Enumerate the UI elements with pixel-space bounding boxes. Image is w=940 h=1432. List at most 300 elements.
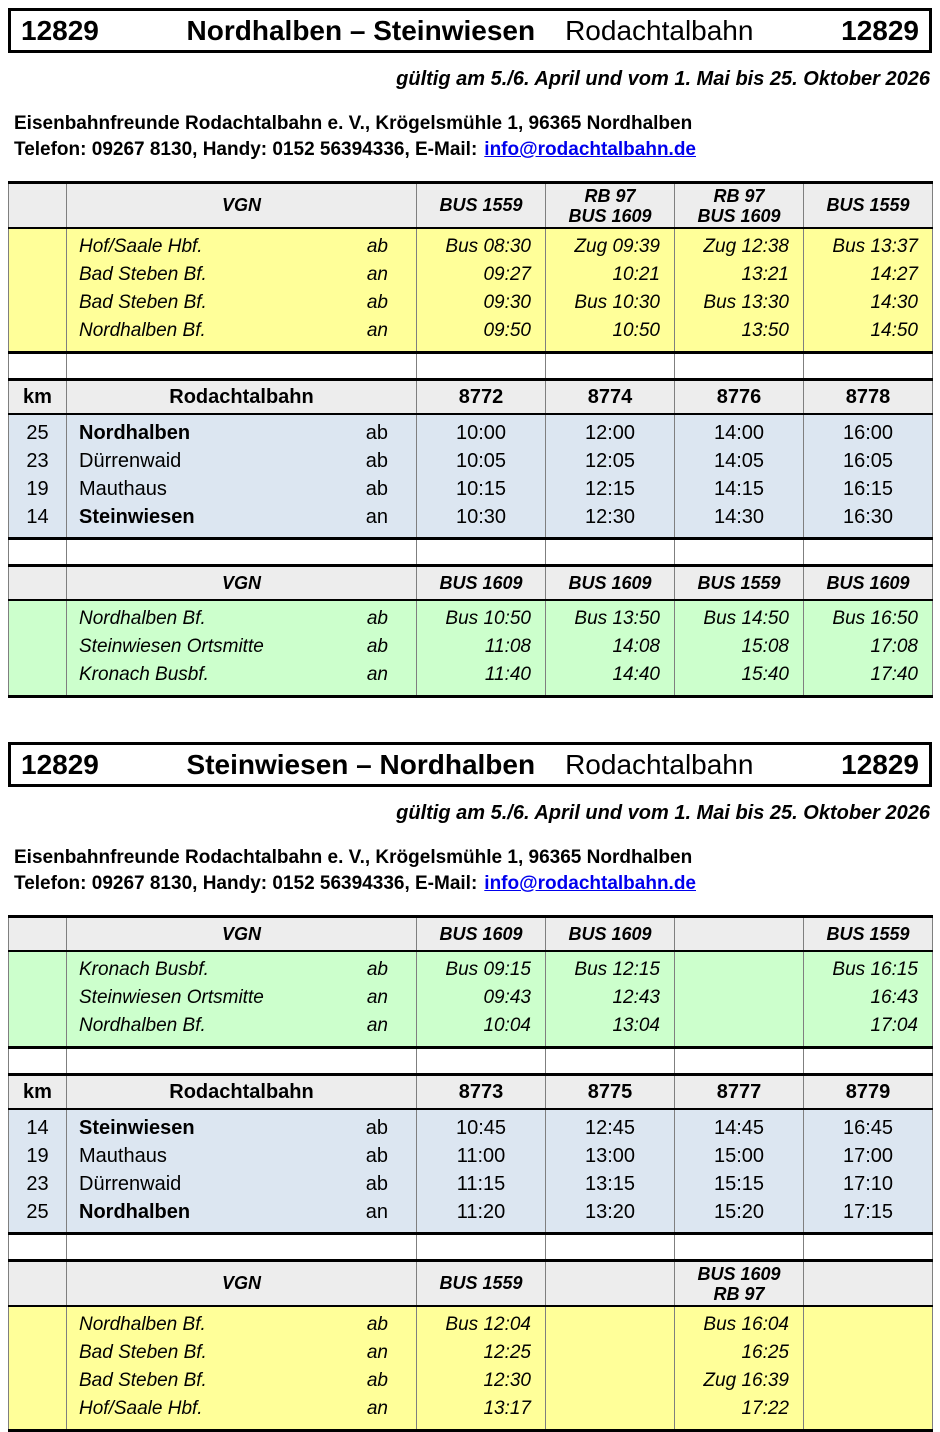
- spacer-cell: [417, 539, 546, 566]
- timetable-number-right: 12829: [841, 14, 919, 46]
- line-header-line1: RB 97: [584, 185, 636, 206]
- time-cell: 09:50: [417, 317, 546, 353]
- spacer-cell: [675, 353, 804, 380]
- feeder-bus-row: [9, 289, 933, 317]
- line-header-cell: BUS 1609: [804, 566, 933, 601]
- line-header-cell: BUS 1559: [675, 566, 804, 601]
- contact-address: Eisenbahnfreunde Rodachtalbahn e. V., Krögelsmühle 1, 96365 Nordhalben: [14, 847, 693, 868]
- spacer-cell: [67, 539, 417, 566]
- railway-name-header-cell: Rodachtalbahn: [67, 1075, 417, 1110]
- time-cell: 13:04: [546, 1012, 675, 1048]
- station-cell: [67, 414, 417, 447]
- time-cell: 16:00: [804, 414, 933, 447]
- network-header-cell: VGN: [67, 566, 417, 601]
- direction-label: ab: [365, 1172, 388, 1195]
- empty-header-cell: [9, 917, 67, 952]
- spacer-cell: [804, 539, 933, 566]
- spacer-cell: [804, 1048, 933, 1075]
- train-row: [9, 447, 933, 475]
- empty-header-cell: [9, 183, 67, 229]
- train-number-header: 8773: [417, 1075, 546, 1110]
- time-cell: 13:17: [417, 1395, 546, 1431]
- train-row: [9, 1198, 933, 1234]
- spacer-cell: [9, 353, 67, 380]
- time-cell: 14:15: [675, 475, 804, 503]
- time-cell: Bus 16:50: [804, 600, 933, 633]
- feeder-bus-row: [9, 317, 933, 353]
- time-cell: [675, 951, 804, 984]
- km-cell-empty: [9, 1012, 67, 1048]
- station-name: Nordhalben Bf.: [79, 1015, 206, 1036]
- railway-brand: Rodachtalbahn: [565, 14, 754, 46]
- train-number-header: 8774: [546, 380, 675, 415]
- time-cell: 13:21: [675, 261, 804, 289]
- station-cell: [67, 289, 417, 317]
- km-cell-empty: [9, 984, 67, 1012]
- time-cell: [546, 1306, 675, 1339]
- km-cell-empty: [9, 289, 67, 317]
- station-cell: [67, 1142, 417, 1170]
- time-cell: 11:00: [417, 1142, 546, 1170]
- km-cell: 19: [9, 1142, 67, 1170]
- railway-brand: Rodachtalbahn: [565, 748, 754, 780]
- train-header-row: [9, 380, 933, 415]
- station-cell: [67, 1367, 417, 1395]
- timetable-grid-return: [8, 915, 933, 1432]
- station-cell: [67, 1170, 417, 1198]
- time-cell: Bus 10:30: [546, 289, 675, 317]
- km-cell: 23: [9, 1170, 67, 1198]
- time-cell: 10:50: [546, 317, 675, 353]
- station-cell: [67, 475, 417, 503]
- time-cell: 17:22: [675, 1395, 804, 1431]
- time-cell: Bus 10:50: [417, 600, 546, 633]
- time-cell: 14:30: [804, 289, 933, 317]
- time-cell: 12:05: [546, 447, 675, 475]
- time-cell: Bus 16:04: [675, 1306, 804, 1339]
- station-cell: [67, 1109, 417, 1142]
- line-header-line1: RB 97: [713, 185, 765, 206]
- station-cell: [67, 447, 417, 475]
- line-header-line2: BUS 1609: [697, 205, 781, 226]
- email-link[interactable]: info@rodachtalbahn.de: [484, 873, 696, 894]
- time-cell: 10:04: [417, 1012, 546, 1048]
- station-name: Steinwiesen: [79, 1116, 195, 1139]
- direction-label: ab: [366, 1314, 388, 1335]
- station-cell: [67, 1395, 417, 1431]
- contact-address: Eisenbahnfreunde Rodachtalbahn e. V., Krögelsmühle 1, 96365 Nordhalben: [14, 113, 693, 134]
- time-cell: 14:08: [546, 633, 675, 661]
- time-cell: 15:08: [675, 633, 804, 661]
- direction-label: an: [366, 987, 388, 1008]
- time-cell: 13:50: [675, 317, 804, 353]
- direction-label: ab: [365, 1144, 388, 1167]
- km-cell-empty: [9, 228, 67, 261]
- station-cell: [67, 228, 417, 261]
- route-banner: [8, 8, 932, 53]
- time-cell: 17:40: [804, 661, 933, 697]
- time-cell: 14:40: [546, 661, 675, 697]
- line-header-cell: [675, 183, 804, 229]
- empty-header-cell: [9, 1261, 67, 1307]
- station-cell: [67, 1012, 417, 1048]
- direction-label: an: [366, 1015, 388, 1036]
- onward-bus-header-row: [9, 1261, 933, 1307]
- train-number-header: 8776: [675, 380, 804, 415]
- time-cell: Zug 12:38: [675, 228, 804, 261]
- direction-label: ab: [366, 959, 388, 980]
- station-name: Steinwiesen Ortsmitte: [79, 987, 264, 1008]
- time-cell: 10:30: [417, 503, 546, 539]
- time-cell: 09:30: [417, 289, 546, 317]
- time-cell: 14:05: [675, 447, 804, 475]
- line-header-line2: RB 97: [713, 1283, 765, 1304]
- network-header-cell: VGN: [67, 183, 417, 229]
- line-header-cell: [675, 1261, 804, 1307]
- time-cell: 17:00: [804, 1142, 933, 1170]
- timetable-grid-outbound: [8, 181, 933, 698]
- onward-bus-row: [9, 1395, 933, 1431]
- time-cell: 14:27: [804, 261, 933, 289]
- km-cell: 14: [9, 1109, 67, 1142]
- spacer-cell: [546, 539, 675, 566]
- spacer-cell: [9, 1048, 67, 1075]
- time-cell: Bus 09:15: [417, 951, 546, 984]
- station-name: Steinwiesen: [79, 505, 195, 528]
- line-header-cell: [546, 183, 675, 229]
- time-cell: 16:25: [675, 1339, 804, 1367]
- line-header-cell: BUS 1559: [804, 917, 933, 952]
- timetable-page-return: [0, 742, 940, 1432]
- network-header-cell: VGN: [67, 1261, 417, 1307]
- time-cell: Bus 16:15: [804, 951, 933, 984]
- direction-label: ab: [366, 608, 388, 629]
- timetable-number-left: 12829: [21, 748, 99, 780]
- contact-phone-line: [14, 137, 932, 163]
- route-banner: [8, 742, 932, 787]
- km-cell-empty: [9, 951, 67, 984]
- km-cell-empty: [9, 317, 67, 353]
- line-header-cell: BUS 1609: [546, 566, 675, 601]
- station-cell: [67, 317, 417, 353]
- time-cell: [804, 1367, 933, 1395]
- direction-label: ab: [365, 421, 388, 444]
- spacer-cell: [9, 539, 67, 566]
- spacer-row: [9, 353, 933, 380]
- time-cell: 10:00: [417, 414, 546, 447]
- contact-phone-text: Telefon: 09267 8130, Handy: 0152 56394336, E-Mail:: [14, 873, 478, 894]
- feeder-bus-header-row: [9, 917, 933, 952]
- time-cell: 12:00: [546, 414, 675, 447]
- km-header-cell: km: [9, 1075, 67, 1110]
- station-cell: [67, 1306, 417, 1339]
- time-cell: 09:27: [417, 261, 546, 289]
- time-cell: 11:15: [417, 1170, 546, 1198]
- spacer-cell: [67, 353, 417, 380]
- feeder-bus-header-row: [9, 183, 933, 229]
- km-cell: 23: [9, 447, 67, 475]
- direction-label: an: [365, 505, 388, 528]
- train-row: [9, 1170, 933, 1198]
- time-cell: 17:08: [804, 633, 933, 661]
- station-name: Mauthaus: [79, 477, 167, 500]
- direction-label: an: [365, 1200, 388, 1223]
- station-cell: [67, 1339, 417, 1367]
- station-name: Steinwiesen Ortsmitte: [79, 636, 264, 657]
- timetable-number-right: 12829: [841, 748, 919, 780]
- time-cell: 15:00: [675, 1142, 804, 1170]
- route-title: Nordhalben – Steinwiesen: [186, 14, 536, 46]
- station-cell: [67, 661, 417, 697]
- onward-bus-row: [9, 1339, 933, 1367]
- train-header-row: [9, 1075, 933, 1110]
- spacer-cell: [675, 539, 804, 566]
- line-header-cell: BUS 1559: [417, 183, 546, 229]
- time-cell: 12:43: [546, 984, 675, 1012]
- spacer-row: [9, 539, 933, 566]
- time-cell: 12:45: [546, 1109, 675, 1142]
- station-cell: [67, 261, 417, 289]
- time-cell: 16:45: [804, 1109, 933, 1142]
- train-row: [9, 475, 933, 503]
- time-cell: 17:04: [804, 1012, 933, 1048]
- timetable-number-left: 12829: [21, 14, 99, 46]
- feeder-bus-row: [9, 984, 933, 1012]
- spacer-cell: [417, 353, 546, 380]
- direction-label: an: [366, 264, 388, 285]
- km-cell-empty: [9, 1395, 67, 1431]
- train-number-header: 8779: [804, 1075, 933, 1110]
- time-cell: 14:50: [804, 317, 933, 353]
- time-cell: 15:40: [675, 661, 804, 697]
- onward-bus-row: [9, 1367, 933, 1395]
- spacer-cell: [9, 1234, 67, 1261]
- train-number-header: 8772: [417, 380, 546, 415]
- time-cell: [804, 1306, 933, 1339]
- station-name: Dürrenwaid: [79, 1172, 182, 1195]
- feeder-bus-row: [9, 1012, 933, 1048]
- time-cell: 09:43: [417, 984, 546, 1012]
- direction-label: ab: [366, 1370, 388, 1391]
- station-cell: [67, 1198, 417, 1234]
- time-cell: [675, 984, 804, 1012]
- route-title: Steinwiesen – Nordhalben: [186, 748, 536, 780]
- train-row: [9, 1109, 933, 1142]
- line-header-cell: [546, 1261, 675, 1307]
- train-row: [9, 414, 933, 447]
- station-name: Kronach Busbf.: [79, 664, 209, 685]
- direction-label: ab: [365, 1116, 388, 1139]
- km-cell-empty: [9, 600, 67, 633]
- station-name: Nordhalben Bf.: [79, 320, 206, 341]
- banner-center: [99, 15, 841, 47]
- km-cell: 25: [9, 414, 67, 447]
- km-cell: 19: [9, 475, 67, 503]
- timetable-page-outbound: [0, 8, 940, 698]
- km-header-cell: km: [9, 380, 67, 415]
- empty-header-cell: [9, 566, 67, 601]
- time-cell: 13:15: [546, 1170, 675, 1198]
- time-cell: 14:45: [675, 1109, 804, 1142]
- km-cell-empty: [9, 1339, 67, 1367]
- direction-label: an: [366, 1342, 388, 1363]
- time-cell: 10:15: [417, 475, 546, 503]
- direction-label: ab: [365, 449, 388, 472]
- feeder-bus-row: [9, 261, 933, 289]
- spacer-cell: [417, 1048, 546, 1075]
- line-header-cell: BUS 1559: [804, 183, 933, 229]
- station-name: Mauthaus: [79, 1144, 167, 1167]
- line-header-line2: BUS 1609: [568, 205, 652, 226]
- train-row: [9, 503, 933, 539]
- direction-label: an: [366, 1398, 388, 1419]
- train-number-header: 8777: [675, 1075, 804, 1110]
- direction-label: ab: [365, 477, 388, 500]
- time-cell: 12:25: [417, 1339, 546, 1367]
- time-cell: 11:40: [417, 661, 546, 697]
- time-cell: Bus 08:30: [417, 228, 546, 261]
- feeder-bus-row: [9, 951, 933, 984]
- onward-bus-row: [9, 633, 933, 661]
- station-name: Nordhalben Bf.: [79, 1314, 206, 1335]
- spacer-row: [9, 1234, 933, 1261]
- time-cell: 13:00: [546, 1142, 675, 1170]
- time-cell: 15:20: [675, 1198, 804, 1234]
- time-cell: [804, 1339, 933, 1367]
- time-cell: 17:15: [804, 1198, 933, 1234]
- km-cell: 14: [9, 503, 67, 539]
- train-number-header: 8775: [546, 1075, 675, 1110]
- time-cell: [546, 1367, 675, 1395]
- onward-bus-row: [9, 600, 933, 633]
- line-header-cell: BUS 1609: [417, 566, 546, 601]
- station-name: Nordhalben: [79, 1200, 191, 1223]
- time-cell: Bus 13:30: [675, 289, 804, 317]
- station-name: Bad Steben Bf.: [79, 1370, 207, 1391]
- station-name: Hof/Saale Hbf.: [79, 236, 203, 257]
- email-link[interactable]: info@rodachtalbahn.de: [484, 139, 696, 160]
- contact-phone-line: [14, 871, 932, 897]
- station-name: Bad Steben Bf.: [79, 292, 207, 313]
- spacer-row: [9, 1048, 933, 1075]
- spacer-cell: [675, 1234, 804, 1261]
- contact-phone-text: Telefon: 09267 8130, Handy: 0152 56394336, E-Mail:: [14, 139, 478, 160]
- time-cell: Bus 13:37: [804, 228, 933, 261]
- station-cell: [67, 503, 417, 539]
- time-cell: [546, 1339, 675, 1367]
- train-number-header: 8778: [804, 380, 933, 415]
- banner-center: [99, 749, 841, 781]
- time-cell: 15:15: [675, 1170, 804, 1198]
- time-cell: Zug 16:39: [675, 1367, 804, 1395]
- time-cell: [546, 1395, 675, 1431]
- km-cell-empty: [9, 261, 67, 289]
- spacer-cell: [67, 1048, 417, 1075]
- onward-bus-header-row: [9, 566, 933, 601]
- station-name: Kronach Busbf.: [79, 959, 209, 980]
- station-cell: [67, 600, 417, 633]
- onward-bus-row: [9, 661, 933, 697]
- time-cell: 14:00: [675, 414, 804, 447]
- train-row: [9, 1142, 933, 1170]
- line-header-line1: BUS 1609: [697, 1263, 781, 1284]
- time-cell: 10:21: [546, 261, 675, 289]
- station-name: Nordhalben: [79, 421, 191, 444]
- line-header-cell: [675, 917, 804, 952]
- station-cell: [67, 984, 417, 1012]
- validity-note: gültig am 5./6. April und vom 1. Mai bis 25. Oktober 2026: [396, 68, 930, 90]
- validity-note: gültig am 5./6. April und vom 1. Mai bis 25. Oktober 2026: [396, 802, 930, 824]
- km-cell-empty: [9, 1306, 67, 1339]
- time-cell: 16:43: [804, 984, 933, 1012]
- direction-label: an: [366, 664, 388, 685]
- direction-label: ab: [366, 236, 388, 257]
- km-cell: 25: [9, 1198, 67, 1234]
- time-cell: 10:05: [417, 447, 546, 475]
- time-cell: 16:15: [804, 475, 933, 503]
- station-name: Nordhalben Bf.: [79, 608, 206, 629]
- time-cell: 16:30: [804, 503, 933, 539]
- km-cell-empty: [9, 1367, 67, 1395]
- time-cell: 17:10: [804, 1170, 933, 1198]
- station-name: Hof/Saale Hbf.: [79, 1398, 203, 1419]
- time-cell: 11:20: [417, 1198, 546, 1234]
- network-header-cell: VGN: [67, 917, 417, 952]
- direction-label: ab: [366, 636, 388, 657]
- spacer-cell: [67, 1234, 417, 1261]
- spacer-cell: [675, 1048, 804, 1075]
- station-cell: [67, 633, 417, 661]
- spacer-cell: [417, 1234, 546, 1261]
- spacer-cell: [546, 353, 675, 380]
- km-cell-empty: [9, 661, 67, 697]
- spacer-cell: [804, 353, 933, 380]
- time-cell: [804, 1395, 933, 1431]
- spacer-cell: [546, 1048, 675, 1075]
- line-header-cell: BUS 1609: [417, 917, 546, 952]
- spacer-cell: [804, 1234, 933, 1261]
- feeder-bus-row: [9, 228, 933, 261]
- onward-bus-row: [9, 1306, 933, 1339]
- line-header-cell: BUS 1559: [417, 1261, 546, 1307]
- direction-label: an: [366, 320, 388, 341]
- time-cell: 12:30: [546, 503, 675, 539]
- time-cell: Bus 14:50: [675, 600, 804, 633]
- time-cell: [675, 1012, 804, 1048]
- railway-name-header-cell: Rodachtalbahn: [67, 380, 417, 415]
- time-cell: Bus 12:15: [546, 951, 675, 984]
- time-cell: 10:45: [417, 1109, 546, 1142]
- time-cell: 16:05: [804, 447, 933, 475]
- time-cell: 12:30: [417, 1367, 546, 1395]
- time-cell: Zug 09:39: [546, 228, 675, 261]
- station-cell: [67, 951, 417, 984]
- time-cell: 13:20: [546, 1198, 675, 1234]
- line-header-cell: BUS 1609: [546, 917, 675, 952]
- station-name: Bad Steben Bf.: [79, 1342, 207, 1363]
- time-cell: 14:30: [675, 503, 804, 539]
- time-cell: 11:08: [417, 633, 546, 661]
- time-cell: 12:15: [546, 475, 675, 503]
- km-cell-empty: [9, 633, 67, 661]
- time-cell: Bus 12:04: [417, 1306, 546, 1339]
- spacer-cell: [546, 1234, 675, 1261]
- line-header-cell: [804, 1261, 933, 1307]
- station-name: Dürrenwaid: [79, 449, 182, 472]
- direction-label: ab: [366, 292, 388, 313]
- station-name: Bad Steben Bf.: [79, 264, 207, 285]
- time-cell: Bus 13:50: [546, 600, 675, 633]
